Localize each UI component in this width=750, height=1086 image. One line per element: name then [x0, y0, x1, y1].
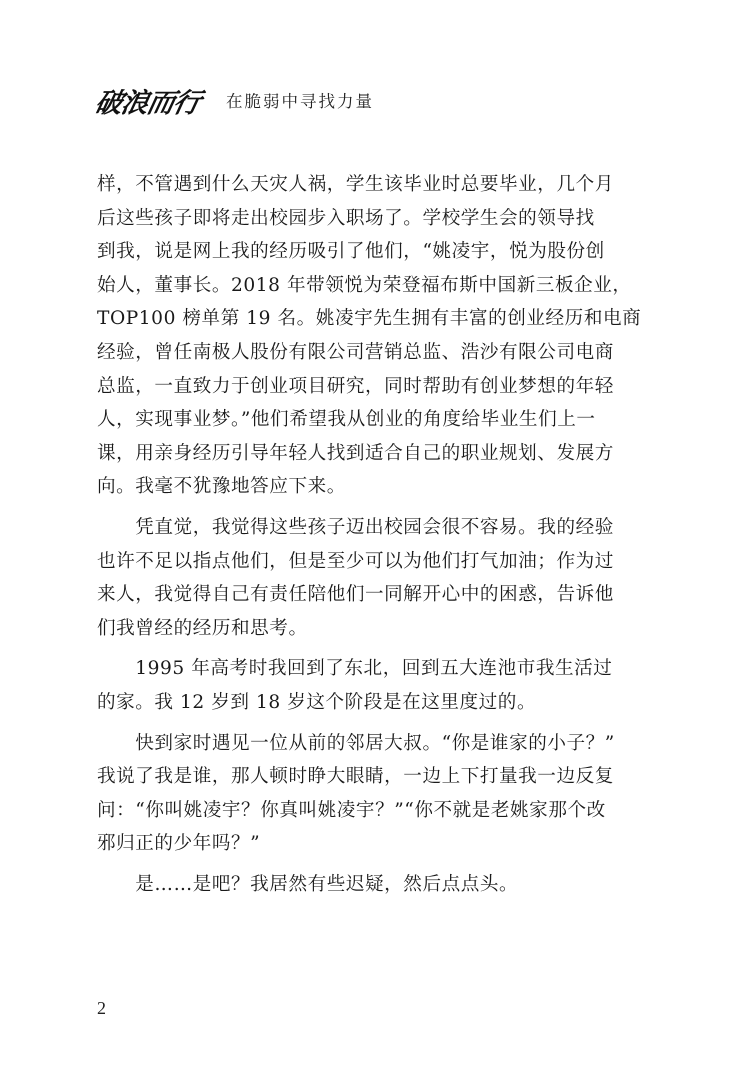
- paragraph-gap: [97, 720, 649, 727]
- paragraph-gap: [97, 504, 649, 511]
- text-line: 是……是吧？我居然有些迟疑，然后点点头。: [97, 873, 519, 895]
- text-line: 后这些孩子即将走出校园步入职场了。学校学生会的领导找: [97, 207, 595, 229]
- text-line: 来人，我觉得自己有责任陪他们一同解开心中的困惑，告诉他: [97, 584, 614, 606]
- paragraph-gap: [97, 861, 649, 868]
- text-line: 课，用亲身经历引导年轻人找到适合自己的职业规划、发展方: [97, 442, 614, 464]
- text-line: 问：“你叫姚凌宇？你真叫姚凌宇？”“你不就是老姚家那个改: [97, 799, 606, 821]
- text-line: 样，不管遇到什么天灾人祸，学生该毕业时总要毕业，几个月: [97, 174, 614, 195]
- paragraph-5: [97, 868, 649, 902]
- text-line: 到我，说是网上我的经历吸引了他们，“姚凌宇，悦为股份创: [97, 241, 605, 263]
- paragraph-1: [97, 168, 649, 504]
- text-line: 也许不足以指点他们，但是至少可以为他们打气加油；作为过: [97, 550, 614, 572]
- text-line: 向。我毫不犹豫地答应下来。: [97, 476, 346, 498]
- text-line: 我说了我是谁，那人顿时睁大眼睛，一边上下打量我一边反复: [97, 766, 614, 788]
- text-line: 经验，曾任南极人股份有限公司营销总监、浩沙有限公司电商: [97, 341, 614, 363]
- page-number: 2: [97, 998, 106, 1018]
- book-subtitle: 在脆弱中寻找力量: [226, 92, 374, 111]
- text-line: 始人，董事长。2018 年带领悦为荣登福布斯中国新三板企业，: [97, 274, 632, 296]
- text-line: 人，实现事业梦。”他们希望我从创业的角度给毕业生们上一: [97, 409, 596, 431]
- book-title-calligraphy: 破浪而行: [92, 87, 203, 119]
- page-body: [97, 168, 649, 901]
- text-line: 邪归正的少年吗？”: [97, 833, 261, 855]
- text-line: 们我曾经的经历和思考。: [97, 617, 308, 639]
- text-line: TOP100 榜单第 19 名。姚凌宇先生拥有丰富的创业经历和电商: [97, 308, 642, 330]
- paragraph-4: [97, 727, 649, 861]
- paragraph-2: [97, 511, 649, 645]
- paragraph-3: [97, 652, 649, 719]
- text-line: 快到家时遇见一位从前的邻居大叔。“你是谁家的小子？”: [97, 732, 615, 754]
- text-line: 总监，一直致力于创业项目研究，同时帮助有创业梦想的年轻: [97, 375, 614, 397]
- running-header: [92, 80, 374, 120]
- text-line: 凭直觉，我觉得这些孩子迈出校园会很不容易。我的经验: [97, 516, 614, 538]
- paragraph-gap: [97, 645, 649, 652]
- text-line: 1995 年高考时我回到了东北，回到五大连池市我生活过: [97, 658, 613, 680]
- text-line: 的家。我 12 岁到 18 岁这个阶段是在这里度过的。: [97, 691, 537, 713]
